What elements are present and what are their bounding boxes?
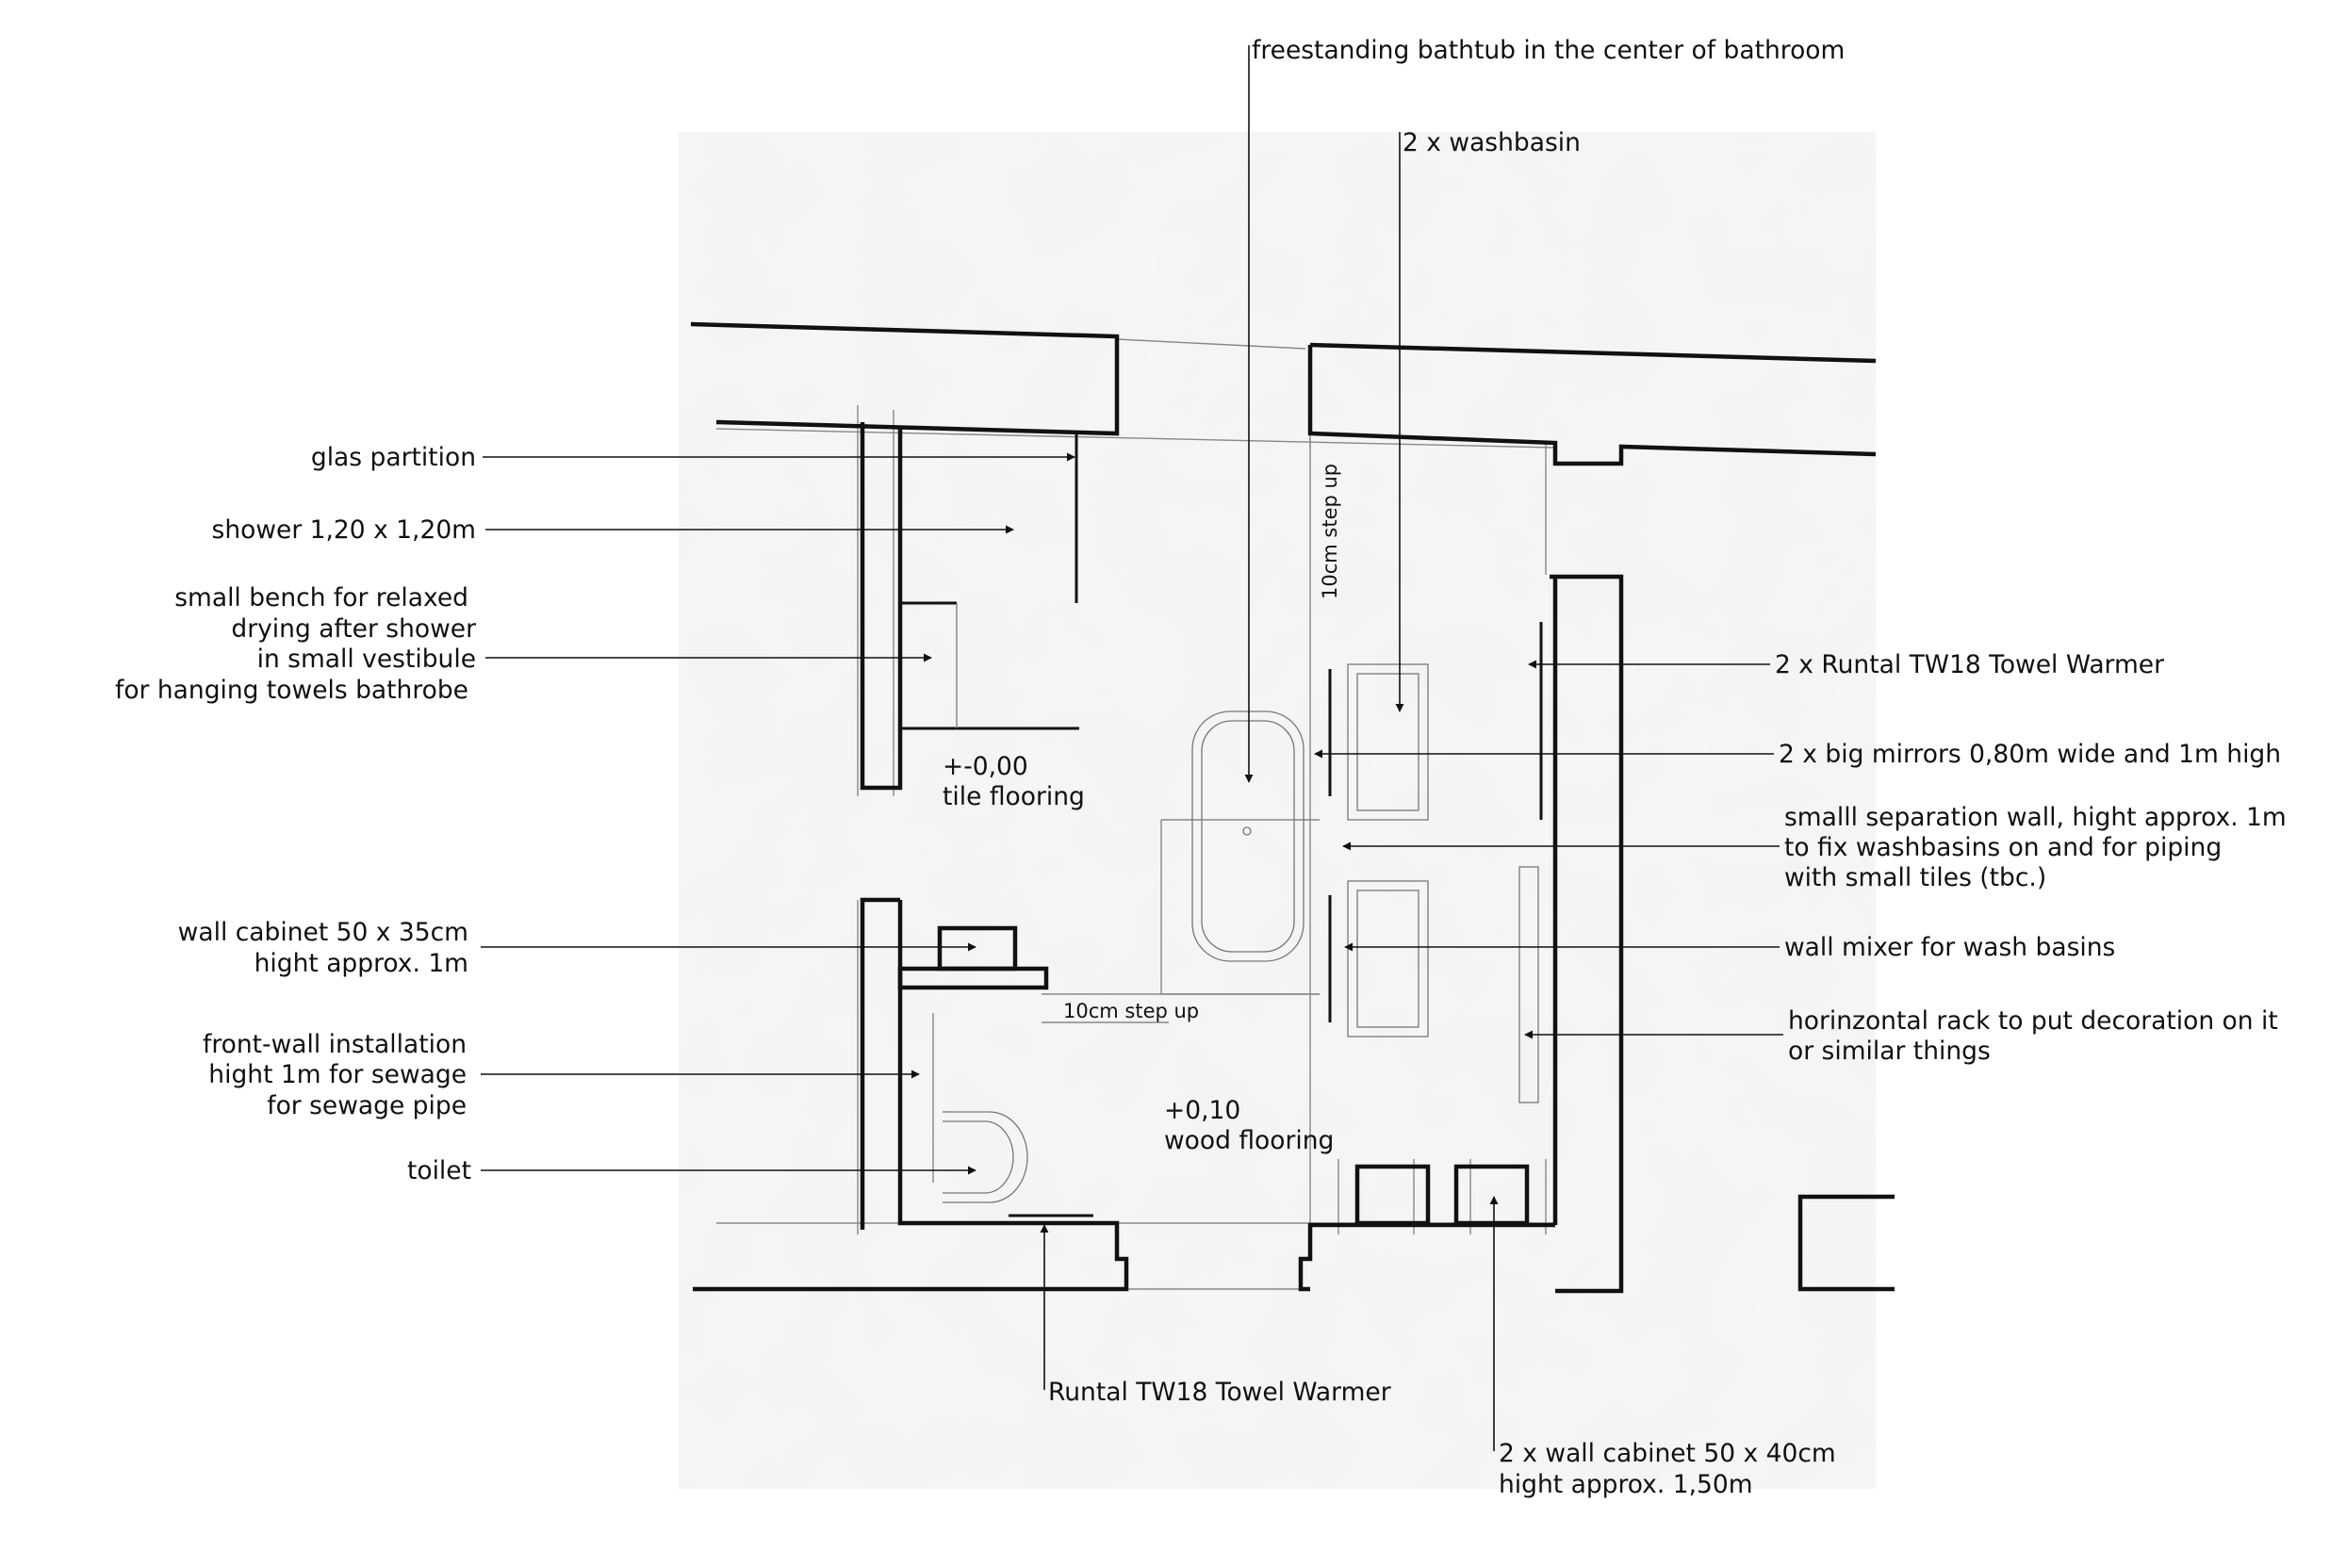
label-separation-wall [1784,803,2287,892]
label-step-up-horizontal: 10cm step up [1063,1000,1200,1022]
svg-text:front-wall installation: front-wall installation [203,1030,467,1059]
label-wall-cabinet-small [178,918,468,978]
svg-text:tile flooring: tile flooring [943,782,1085,811]
svg-text:+0,10: +0,10 [1164,1096,1241,1125]
label-toilet: toilet [406,1156,471,1185]
svg-text:wall cabinet 50 x 35cm: wall cabinet 50 x 35cm [177,918,468,947]
svg-text:+-0,00: +-0,00 [943,752,1028,781]
label-wall-mixer: wall mixer for wash basins [1784,933,2116,962]
label-step-up-vertical: 10cm step up [1319,463,1341,599]
label-towel-warmer-pair: 2 x Runtal TW18 Towel Warmer [1775,650,2165,679]
svg-text:wood flooring: wood flooring [1164,1126,1335,1155]
label-glas-partition: glas partition [310,443,476,472]
svg-text:in small vestibule: in small vestibule [256,645,476,674]
svg-text:small bench for relaxed: small bench for relaxed [174,583,468,612]
label-towel-warmer-single: Runtal TW18 Towel Warmer [1048,1378,1391,1407]
svg-text:with small tiles (tbc.): with small tiles (tbc.) [1784,863,2047,892]
svg-text:or similar things: or similar things [1788,1037,1991,1066]
paper-wash-background [679,132,1876,1489]
svg-text:drying after shower: drying after shower [231,614,476,644]
label-shower: shower 1,20 x 1,20m [211,515,476,545]
svg-text:hight approx. 1m: hight approx. 1m [254,949,468,978]
label-mirrors: 2 x big mirrors 0,80m wide and 1m high [1779,740,2282,769]
svg-text:2 x wall cabinet 50 x 40cm: 2 x wall cabinet 50 x 40cm [1499,1439,1836,1468]
svg-text:for sewage pipe: for sewage pipe [267,1091,467,1120]
svg-text:to fix washbasins on and for p: to fix washbasins on and for piping [1784,833,2223,862]
label-front-wall [203,1030,467,1120]
svg-text:horinzontal rack to put decora: horinzontal rack to put decoration on it [1788,1006,2278,1036]
label-washbasin: 2 x washbasin [1403,128,1581,157]
svg-text:for hanging towels bathrobe: for hanging towels bathrobe [115,676,468,705]
label-bathtub: freestanding bathtub in the center of bathroom [1252,36,1846,65]
label-bench [115,583,476,705]
svg-text:hight 1m for sewage: hight 1m for sewage [208,1060,467,1089]
svg-text:hight approx. 1,50m: hight approx. 1,50m [1499,1470,1753,1499]
label-rack [1788,1006,2278,1066]
svg-text:smalll separation wall, hight: smalll separation wall, hight approx. 1m [1784,803,2287,832]
